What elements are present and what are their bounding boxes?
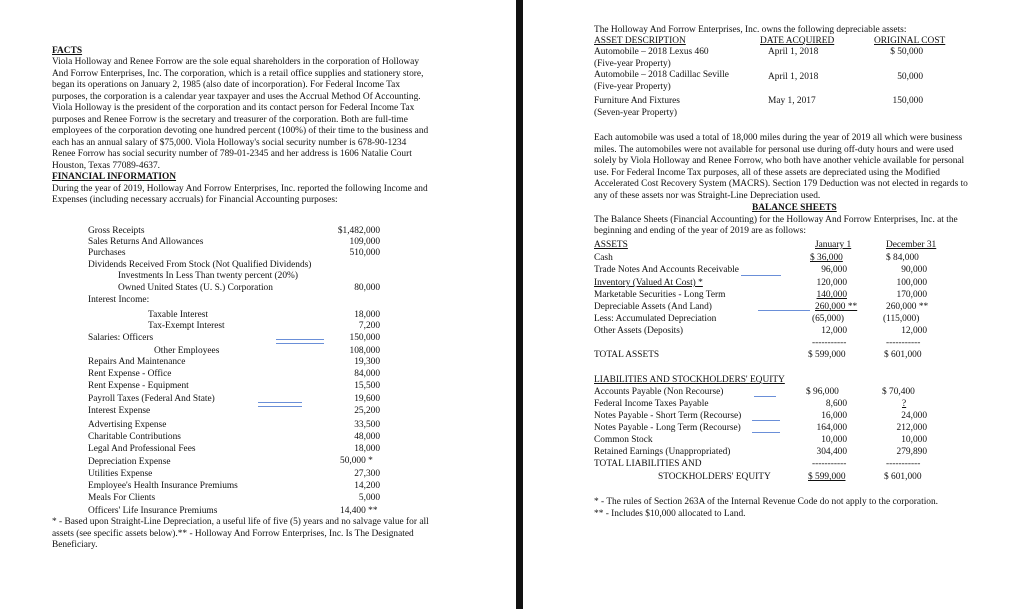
asset-header-cost: ORIGINAL COST — [874, 36, 946, 46]
facts-heading: FACTS — [52, 46, 83, 56]
item-label: Dividends Received From Stock (Not Qualified Dividends) — [88, 260, 312, 270]
item-label: Interest Expense — [88, 406, 151, 416]
bs-dec: $ 84,000 — [886, 253, 919, 263]
liab-label: Notes Payable - Long Term (Recourse) — [594, 423, 741, 433]
bs-label: Cash — [594, 253, 613, 263]
item-label: Charitable Contributions — [88, 432, 181, 442]
item-value: 33,500 — [354, 420, 380, 430]
bs-dec: 170,000 — [896, 290, 927, 300]
item-value: 15,500 — [354, 381, 380, 391]
auto-line: Accelerated Cost Recovery System (MACRS). Section 179 Deduction was not elected in regards to — [594, 179, 968, 189]
liab-jan: $ 96,000 — [806, 387, 839, 397]
auto-line: solely by Viola Holloway and Renee Forrow, who both have another vehicle available for personal — [594, 156, 965, 166]
highlight-mark — [754, 396, 776, 397]
liab-jan: 304,400 — [816, 447, 847, 457]
item-label: Repairs And Maintenance — [88, 357, 186, 367]
item-value: 7,200 — [358, 321, 380, 331]
total-equity-label: STOCKHOLDERS' EQUITY — [658, 472, 771, 482]
facts-line: purposes and Renee Forrow is the secretary and treasurer of the corporation. Both are full-time — [52, 114, 408, 125]
item-label: Depreciation Expense — [88, 457, 171, 467]
bs-label: Depreciable Assets (And Land) — [594, 302, 712, 312]
item-label: Meals For Clients — [88, 493, 156, 503]
item-label: Owned United States (U. S.) Corporation — [118, 283, 273, 293]
bs-intro-line: The Balance Sheets (Financial Accounting) for the Holloway And Forrow Enterprises, Inc. at the — [594, 214, 958, 225]
liab-dec: 24,000 — [901, 411, 927, 421]
liab-label: Federal Income Taxes Payable — [594, 399, 709, 409]
auto-line: Each automobile was used a total of 18,000 miles during the year of 2019 all which were business — [594, 133, 963, 143]
page-separator — [516, 0, 523, 609]
asset-header-date: DATE ACQUIRED — [760, 36, 835, 46]
item-value: 109,000 — [349, 237, 380, 247]
item-value: 19,300 — [354, 357, 380, 367]
asset-sub: (Five-year Property) — [594, 58, 671, 69]
financial-line: Expenses (including necessary accruals) for Financial Accounting purposes: — [52, 195, 338, 205]
liab-dec: ? — [902, 399, 907, 409]
footnote-line: assets (see specific assets below).** - Holloway And Forrow Enterprises, Inc. Is The Designated — [52, 528, 414, 539]
item-label: Salaries: Officers — [88, 333, 154, 343]
bs-jan: 96,000 — [821, 265, 847, 275]
asset-cost: 50,000 — [897, 72, 923, 82]
highlight-mark — [752, 432, 780, 433]
bs-dec: (115,000) — [883, 314, 920, 324]
asset-header-desc: ASSET DESCRIPTION — [594, 36, 686, 46]
item-value: 108,000 — [349, 346, 380, 356]
item-value: 27,300 — [354, 469, 380, 479]
item-value: $1,482,000 — [337, 226, 380, 236]
item-label: Sales Returns And Allowances — [88, 237, 204, 247]
total-liabilities-label: TOTAL LIABILITIES AND — [594, 459, 702, 469]
bs-intro-line: beginning and ending of the year of 2019 are as follows: — [594, 226, 806, 236]
bs-label: Less: Accumulated Depreciation — [594, 314, 717, 324]
item-value: 510,000 — [349, 248, 380, 258]
item-label: Investments In Less Than twenty percent (20%) — [118, 271, 298, 281]
total-assets-dec: $ 601,000 — [884, 350, 922, 360]
footnote-land: ** - Includes $10,000 allocated to Land. — [594, 508, 746, 519]
facts-line: began its operations on January 2, 1985 (also date of incorporation). For Federal Income Tax — [52, 80, 401, 90]
bs-jan: (65,000) — [812, 314, 845, 324]
financial-heading: FINANCIAL INFORMATION — [52, 172, 177, 182]
col-december: December 31 — [886, 240, 937, 250]
total-liab-dec: $ 601,000 — [884, 472, 922, 482]
asset-sub: (Five-year Property) — [594, 81, 671, 92]
liab-label: Accounts Payable (Non Recourse) — [594, 387, 724, 397]
bs-label: Inventory (Valued At Cost) * — [594, 278, 703, 288]
bs-label: Other Assets (Deposits) — [594, 326, 684, 336]
liab-dec: 279,890 — [896, 447, 927, 457]
item-value: 48,000 — [354, 432, 380, 442]
financial-line: During the year of 2019, Holloway And Forrow Enterprises, Inc. reported the following Income and — [52, 183, 428, 194]
item-label: Legal And Professional Fees — [88, 444, 196, 454]
bs-dec: 12,000 — [901, 326, 927, 336]
highlight-mark — [741, 275, 781, 276]
liab-label: Notes Payable - Short Term (Recourse) — [594, 411, 742, 421]
col-january: January 1 — [815, 240, 852, 250]
asset-desc: Automobile – 2018 Cadillac Seville — [594, 70, 729, 80]
item-label: Payroll Taxes (Federal And State) — [88, 394, 215, 404]
item-value: 14,200 — [354, 481, 380, 491]
asset-desc: Automobile – 2018 Lexus 460 — [594, 47, 709, 57]
highlight-mark — [258, 402, 302, 407]
item-label: Rent Expense - Office — [88, 369, 172, 379]
liab-dec: 10,000 — [901, 435, 927, 445]
liabilities-heading: LIABILITIES AND STOCKHOLDERS' EQUITY — [594, 375, 785, 385]
bs-dec: 100,000 — [896, 278, 927, 288]
bs-label: Marketable Securities - Long Term — [594, 290, 726, 300]
item-label: Employee's Health Insurance Premiums — [88, 481, 238, 491]
liab-jan: 8,600 — [825, 399, 847, 409]
item-label: Other Employees — [154, 346, 220, 356]
liab-label: Common Stock — [594, 435, 653, 445]
item-value: 50,000 * — [340, 456, 373, 466]
asset-cost: $ 50,000 — [890, 47, 923, 57]
facts-line: Viola Holloway and Renee Forrow are the sole equal shareholders in the corporation of Holloway — [52, 57, 420, 67]
footnote-line: Beneficiary. — [52, 540, 98, 550]
bs-dec: 260,000 ** — [886, 302, 929, 312]
liab-jan: 164,000 — [816, 423, 847, 433]
item-value: 18,000 — [354, 444, 380, 454]
facts-line: Renee Forrow has social security number of 789-01-2345 and her address is 1606 Natalie Court — [52, 149, 412, 159]
footnote-line: * - Based upon Straight-Line Depreciation, a useful life of five (5) years and no salvage value for all — [52, 517, 429, 527]
liab-dec: $ 70,400 — [882, 387, 915, 397]
item-value: 150,000 — [349, 333, 380, 343]
facts-line: employees of the corporation devoting one hundred percent (100%) of their time to the business and — [52, 126, 429, 136]
auto-line: use. For Federal Income Tax purposes, all of these assets are depreciated using the Modified — [594, 167, 940, 178]
item-value: 14,400 ** — [340, 506, 378, 516]
item-label: Taxable Interest — [148, 310, 208, 320]
assets-intro: The Holloway And Forrow Enterprises, Inc. owns the following depreciable assets: — [594, 25, 907, 35]
highlight-mark — [758, 310, 810, 311]
bs-jan: 260,000 ** — [815, 302, 858, 312]
bs-jan: $ 36,000 — [810, 253, 843, 263]
asset-sub: (Seven-year Property) — [594, 107, 678, 118]
item-label: Officers' Life Insurance Premiums — [88, 506, 218, 516]
asset-desc: Furniture And Fixtures — [594, 96, 680, 106]
item-value: 19,600 — [354, 394, 380, 404]
liab-jan: 10,000 — [821, 435, 847, 445]
liab-label: Retained Earnings (Unappropriated) — [594, 447, 731, 457]
item-value: 80,000 — [354, 283, 380, 293]
highlight-mark — [752, 420, 780, 421]
divider-dashes: ----------- — [812, 338, 847, 348]
bs-dec: 90,000 — [901, 265, 927, 275]
item-value: 18,000 — [354, 310, 380, 320]
bs-label: Trade Notes And Accounts Receivable — [594, 265, 739, 275]
facts-line: each has an annual salary of $75,000. Viola Holloway's social security number is 678-90-1234 — [52, 137, 407, 148]
assets-heading: ASSETS — [594, 240, 628, 250]
total-assets-jan: $ 599,000 — [808, 350, 846, 360]
item-label: Advertising Expense — [88, 420, 167, 430]
asset-cost: 150,000 — [892, 96, 923, 106]
facts-line: Viola Holloway is the president of the corporation and its contact person for Federal Income Tax — [52, 103, 415, 113]
item-value: 84,000 — [354, 369, 380, 379]
item-value: 5,000 — [358, 493, 380, 503]
item-label: Utilities Expense — [88, 469, 153, 479]
facts-line: And Forrow Enterprises, Inc. The corporation, which is a retail office supplies and stationery store, — [52, 68, 424, 79]
divider-dashes: ----------- — [886, 459, 921, 469]
total-assets-label: TOTAL ASSETS — [594, 350, 660, 360]
balance-sheets-heading: BALANCE SHEETS — [752, 203, 837, 213]
auto-line: miles. The automobiles were not available for personal use during off-duty hours and were used — [594, 144, 954, 155]
bs-jan: 12,000 — [821, 326, 847, 336]
facts-line: purposes, the corporation is a calendar year taxpayer and uses the Accrual Method Of Accounting. — [52, 91, 421, 102]
divider-dashes: ----------- — [886, 338, 921, 348]
facts-line: Houston, Texas 77089-4637. — [52, 160, 161, 171]
total-liab-jan: $ 599,000 — [808, 472, 846, 482]
liab-dec: 212,000 — [896, 423, 927, 433]
item-label: Purchases — [88, 248, 126, 258]
footnote-263a: * - The rules of Section 263A of the Internal Revenue Code do not apply to the corporation. — [594, 497, 939, 507]
asset-date: April 1, 2018 — [768, 72, 819, 82]
bs-jan: 140,000 — [816, 290, 847, 300]
item-label: Interest Income: — [88, 295, 150, 305]
item-label: Tax-Exempt Interest — [148, 321, 225, 331]
asset-date: May 1, 2017 — [768, 96, 816, 106]
asset-date: April 1, 2018 — [768, 47, 819, 57]
item-label: Gross Receipts — [88, 226, 145, 236]
item-value: 25,200 — [354, 406, 380, 416]
divider-dashes: ----------- — [812, 459, 847, 469]
item-label: Rent Expense - Equipment — [88, 381, 189, 391]
liab-jan: 16,000 — [821, 411, 847, 421]
bs-jan: 120,000 — [816, 278, 847, 288]
auto-line: any of these assets nor was Straight-Line Depreciation used. — [594, 190, 821, 201]
